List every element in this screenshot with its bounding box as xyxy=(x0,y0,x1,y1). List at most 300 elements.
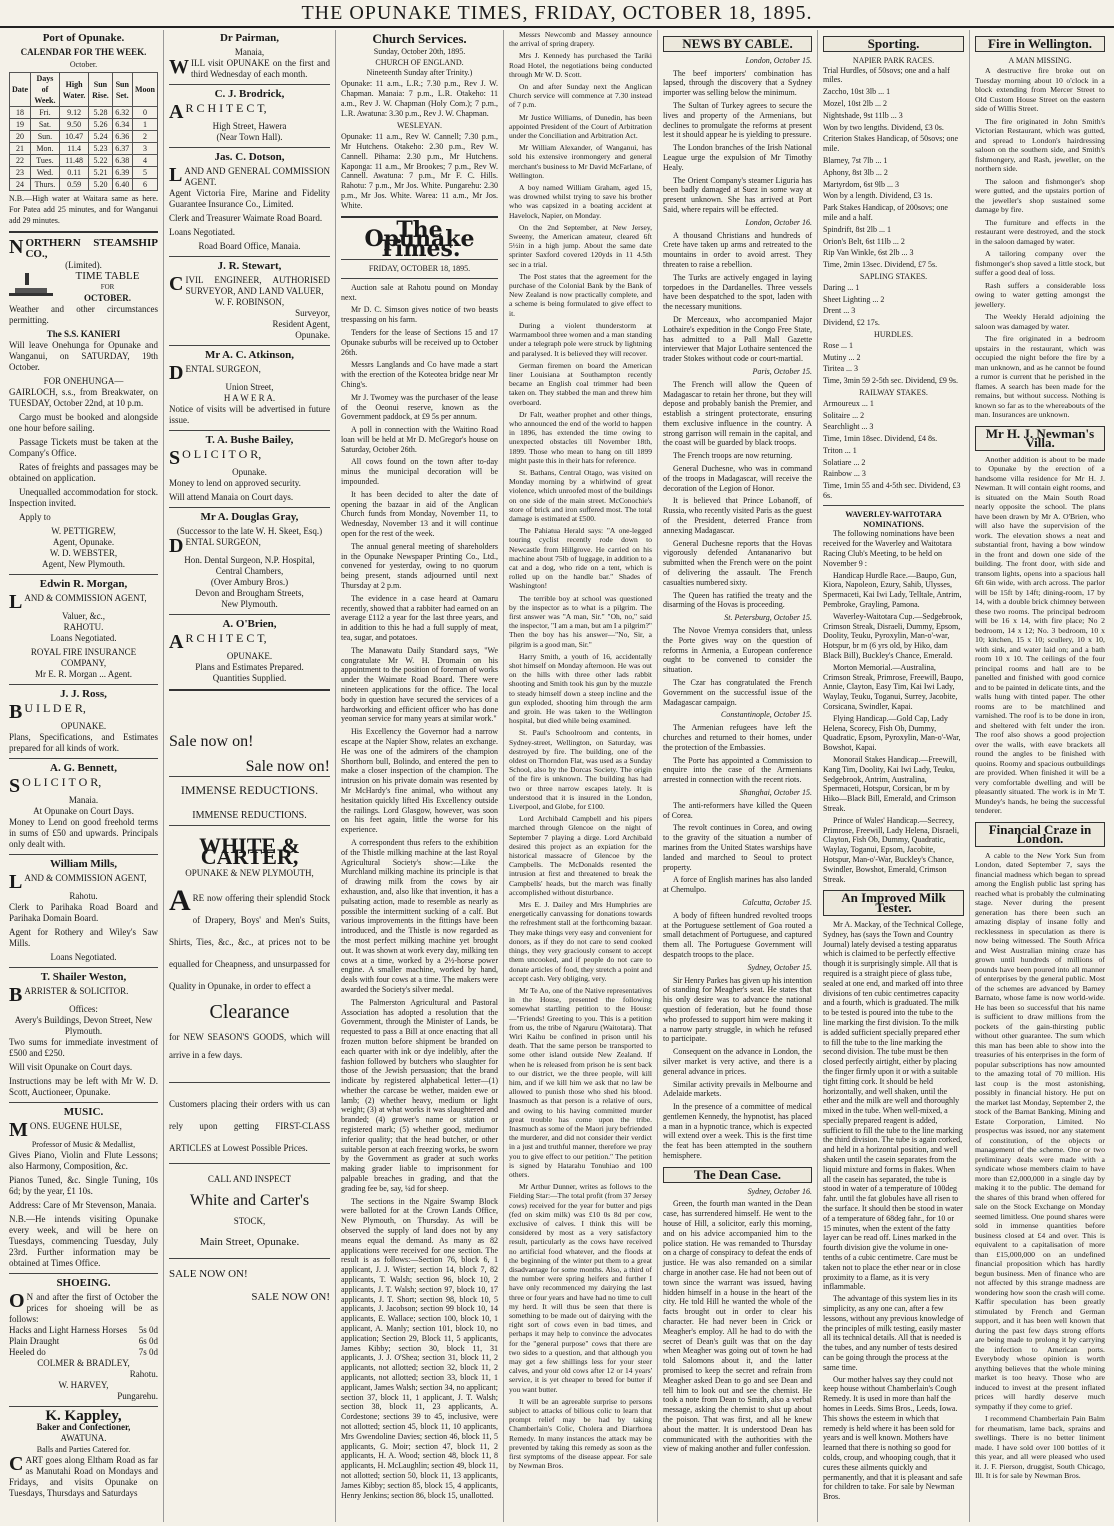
atkinson-address: Union Street, xyxy=(225,382,274,392)
bailey-town: Opunake. xyxy=(232,467,267,477)
music-title: MUSIC. xyxy=(63,1106,104,1118)
pairman-ad xyxy=(169,33,330,80)
divider xyxy=(169,430,330,431)
fire-paragraph: A destructive fire broke out on Tuesday morning about 10 o'clock in a block extending from Mercer Street to Old Custom House Street on the eastern side of Willis Street. xyxy=(975,66,1105,113)
gray-over: (Over Ambury Bros.) xyxy=(210,577,289,587)
cable-paragraph: A force of English marines has also landed at Chemulpo. xyxy=(663,875,812,895)
ross-text: Plans, Specifications, and Estimates prepared for all kinds of work. xyxy=(9,732,158,753)
divider xyxy=(169,147,330,148)
tide-header-cell: Date xyxy=(10,73,31,107)
cable-paragraph: St. Petersburg, October 15. xyxy=(724,613,812,623)
bailey-ad xyxy=(169,435,330,503)
tide-cell: 22 xyxy=(10,155,31,167)
bennett-money: Money to Lend on good freehold terms in sums of £50 and upwards. Principals only dealt with. xyxy=(9,817,158,849)
drop-cap: A xyxy=(169,631,184,653)
drop-cap: W xyxy=(169,56,189,78)
gray-sub: (Successor to the late W. H. Skeet, Esq.) xyxy=(176,526,323,536)
local-news-continued xyxy=(509,30,652,1470)
cable-paragraph: The French will allow the Queen of Madagascar to retain her throne, but they will depose and probably banish the Premier, and establish a stringent protectorate, ensuring them exclusive influence in the country. A strong garrison will remain in the capital, and the coast will be guarded by black troops. xyxy=(663,379,812,448)
divider xyxy=(169,1163,330,1164)
tide-cell: 5.23 xyxy=(89,143,112,155)
cable-paragraph: Constantinople, October 15. xyxy=(720,710,812,720)
news-paragraph: Mr D. C. Simson gives notice of two beasts trespassing on his farm. xyxy=(341,305,498,325)
shoeing-price-row xyxy=(9,1347,158,1358)
ross-town: OPUNAKE. xyxy=(60,721,107,731)
atkinson-town: H A W E R A. xyxy=(223,393,276,403)
dean-case-title: The Dean Case. xyxy=(663,1167,812,1183)
bailey-manaia: Will attend Manaia on Court days. xyxy=(169,492,294,502)
sale-heading-2: Sale now on! xyxy=(245,758,330,775)
obrien-title: R C H I T E C T, xyxy=(185,631,267,645)
tide-cell: 21 xyxy=(10,143,31,155)
divider xyxy=(169,689,330,691)
morgan-title: AND & COMMISSION AGENT, xyxy=(24,593,147,603)
news-paragraph: The Manawatu Daily Standard says, "We congratulate Mr W. H. Dromain on his appointment to the position of foreman of works under the Waimate Road Board. There were nineteen applications for the office. The local body in question have secured the services of a hardworking and efficient officer who has done yeoman service for many years at similar work." xyxy=(341,645,498,724)
kappley-ad xyxy=(9,1408,158,1499)
tide-cell: 11.4 xyxy=(59,143,88,155)
shoeing-ad xyxy=(9,1278,158,1402)
tide-cell: 18 xyxy=(10,107,31,119)
shoeing-item: Heeled do xyxy=(9,1347,46,1357)
news-paragraph: Tenders for the lease of Sections 15 and 17 Opunake suburbs will be received up to October 26th. xyxy=(341,327,498,357)
news-paragraph: A poll in connection with the Waitino Road loan will be held at Mr D. McGregor's house on Saturday, October 26th. xyxy=(341,425,498,454)
dean-paragraph: Sydney, October 16. xyxy=(747,1186,812,1196)
news-paragraph: Mr Te Ao, one of the Native representatives in the House, presented the following somewhat startling petition to the House:—"Friends! Greeting to you. This is a petition from us, the tribe of Ngaruru (Waitotara). That Wiri Kaihu be confined in prison until his death. That the same person be transported to some other island outside New Zealand. If when he is released from prison he is sent back to our district, we the three people, will kill him, and if we kill him we ask that no law be allowed to punish those who shed his blood. Inasmuch as that person is a relative of ours, and owing to his having committed murder great trouble has come upon the tribe. Inasmuch as some of the Maori jury befriended the murderer, and did not consider their verdict in a just and truthful manner, therefore we pray you to give effect to our petition." The petition is signed by Hatarahu Tonuhiao and 100 others. xyxy=(509,985,652,1179)
kappley-cart: ART goes along Eltham Road as far as Manutahi Road on Mondays and Fridays, and visits Opunake on Tuesdays, Thursdays and Saturdays xyxy=(9,1455,158,1498)
stewart-name: J. R. Stewart, xyxy=(217,260,282,272)
cable-paragraph: Calcutta, October 15. xyxy=(742,897,812,907)
drop-cap: B xyxy=(9,701,23,723)
masthead: THE OPUNAKE TIMES, FRIDAY, OCTOBER 18, 1895. xyxy=(0,0,1114,28)
tide-cell: 6.36 xyxy=(112,131,132,143)
cable-paragraph: The French troops are now returning. xyxy=(673,451,793,461)
tide-cell: Sun. xyxy=(31,131,60,143)
news-paragraph: St. Bathans, Central Otago, was visited on Monday morning by a whirlwind of great violence, which unroofed most of the buildings on one side of the main street. McConochie's store of brick and iron suffered most. The total damage is estimated at £500. xyxy=(509,467,652,523)
tide-cell: Fri. xyxy=(31,107,60,119)
paper-title: The Opunake Times. xyxy=(364,216,475,263)
race-line: Mutiny ... 2 xyxy=(823,352,861,362)
tide-cell: 23 xyxy=(10,167,31,179)
news-paragraph: On and after Sunday next the Anglican Church service will commence at 7.30 instead of 7 p.m. xyxy=(509,82,652,110)
shoeing-item: Plain Draught xyxy=(9,1336,60,1346)
news-paragraph: The Pahiatua Herald says: "A one-legged touring cyclist recently rode down to Newcastle from Hillgrove. He carried on his machine about 75lb of luggage, in addition to a cat and a dog, who ride on a tent, which is rolled up on the handle bar." Shades of Washington! xyxy=(509,526,652,591)
news-paragraph: Mr Arthur Dunner, writes as follows to the Fielding Star:—The total profit (from 37 Jersey cows) received for the year for butter and pigs (fed on skim milk) was £10 0s 8d per cow, exclusive of calves. I think this will be considered by most as a very satisfactory result, particularly as the cows have received no artificial food whatever, and the floods at the beginning of the winter put them to a great disadvantage for some months. Also, a third of the number were spring heifers and further I have only recommenced my dairying the last three or four years and have had no time to cull my herd. It will thus be seen that there is something to be made out of dairying with the right sort of cows even in bad times, and perhaps it may help to convince the advocates for the "general purpose" cows that there are two sides to a question, and that although you may get a few shillings less for your steer calves, and your old cows after 12 or 14 years' service, it is yet cheaper to breed for butter if you want butter. xyxy=(509,1182,652,1394)
column-5 xyxy=(658,30,818,1522)
morgan-ad xyxy=(9,579,158,680)
tide-cell: 5.28 xyxy=(89,107,112,119)
news-paragraph: His Excellency the Governor had a narrow escape at the Napier Show, relates an exchange. He was one of the admirers of the champion Shorthorn bull, Bolindo, and entered the pen to make a closer inspection of the champion. The intrusion on his private domain was resented by Mr McHardy's fine animal, who without any hesitation quickly lifted His Excellency outside the railings. Lord Glasgow, however, was soon on his feet again, little the worse for his experience. xyxy=(341,727,498,835)
calendar-title: CALENDAR FOR THE WEEK. xyxy=(20,47,147,57)
shoeing-price-list xyxy=(9,1325,158,1358)
mills-agent: Agent for Rothery and Wiley's Saw Mills. xyxy=(9,927,158,948)
fire-title: Fire in Wellington. xyxy=(975,36,1105,52)
tide-cell: Tues. xyxy=(31,155,60,167)
drop-cap: C xyxy=(9,1453,24,1475)
gray-title: ENTAL SURGEON, xyxy=(185,537,261,547)
stewart-title: IVIL ENGINEER, AUTHORISED SURVEYOR, AND LAND VALUER, xyxy=(185,275,330,296)
white-carter-town: OPUNAKE & NEW PLYMOUTH, xyxy=(185,868,314,878)
nomination-paragraph: Morton Memorial.—Australina, Crimson Streak, Primrose, Freewill, Baupo, Annie, Clayton, Easy Tim, Kai Iwi Lady, Waylay, Teuku, Toganui, Surrey, Jacobite, Corsicana, Swindler, Kapai. xyxy=(823,662,964,712)
pairman-town: Manaia, xyxy=(234,47,265,57)
race-line: Solatiare ... 2 xyxy=(823,457,866,467)
drop-cap: L xyxy=(169,164,183,186)
tide-cell: 5.20 xyxy=(89,179,112,191)
tide-cell: 6.39 xyxy=(112,167,132,179)
waverley-title: WAVERLEY-WAITOTARA NOMINATIONS. xyxy=(845,509,942,529)
fire-paragraph: The saloon and fishmonger's shop were gutted, and the upstairs portion of the jeweller's shop sustained some damage by fire. xyxy=(975,176,1105,214)
divider xyxy=(341,278,498,279)
royal-agent: Mr E. R. Morgan ... Agent. xyxy=(34,669,133,679)
atkinson-name: Mr A. C. Atkinson, xyxy=(204,349,295,361)
steamship-name: ORTHERN STEAMSHIP CO., xyxy=(25,237,158,260)
columns xyxy=(4,30,1110,1522)
news-paragraph: On the 2nd September, at New Jersey, Sweeny, the American amateur, cleared 6ft 5½in in a high jump. About the same date sprinter Saxford covered 120yds in 11 4.5th sec in a trial. xyxy=(509,222,652,269)
morgan-valuer: Valuer, &c., xyxy=(61,611,106,621)
tide-row xyxy=(10,131,158,143)
tide-cell: Thurs. xyxy=(31,179,60,191)
divider xyxy=(169,345,330,346)
gray-chambers: Central Chambers, xyxy=(215,566,284,576)
morgan-loans: Loans Negotiated. xyxy=(50,633,117,643)
fire-sub: A MAN MISSING. xyxy=(1008,55,1072,65)
tide-cell: Wed. xyxy=(31,167,60,179)
morgan-town: RAHOTU. xyxy=(63,622,104,632)
gray-town: New Plymouth. xyxy=(221,599,278,609)
nomination-paragraph: Waverley-Waitotara Cup.—Sedgebrook, Crimson Streak, Disraeli, Dummy, Epsom, Doolity, Teuku, Pyroxylin, Man-o'-war, Hotspur, br m (6 yrs old, by Hiko, dam Black Bill), Buckley's Chance, Emerald. xyxy=(823,611,963,661)
column-6 xyxy=(818,30,970,1522)
divider xyxy=(9,758,158,759)
column-2 xyxy=(164,30,336,1522)
fire-paragraph: The Weekly Herald adjoining the saloon was damaged by water. xyxy=(975,312,1105,331)
kappley-name: K. Kappley, xyxy=(45,1408,122,1424)
cable-paragraph: Dr Merceaux, who accompanied Major Lothaire's expedition in the Congo Free State, has admitted to a Pall Mall Gazette interviewer that Major Lothaire sentenced the trader Stokes without code or court-martial. xyxy=(663,314,812,364)
cable-paragraph: London, October 15. xyxy=(745,55,812,65)
bennett-town: Manaia. xyxy=(68,795,99,805)
race-line: Rip Van Winkle, 6st 2lb ... 3 xyxy=(823,248,914,258)
craze-paragraph: I recommend Chamberlain Pain Balm for rheumatism, lame back, sprains and swellings. There is no better liniment made. I have sold over 100 bottles of it this year, and all were pleased who used it. J. F. Pierson, druggist, South Chicago, Ill. It is for sale by Newman Bros. xyxy=(975,1414,1105,1480)
race-line: Mozel, 10st 2lb ... 2 xyxy=(823,98,887,108)
dotson-office: Road Board Office, Manaia. xyxy=(198,241,301,251)
column-1 xyxy=(4,30,164,1522)
nomination-paragraph: Handicap Hurdle Race.—Baupo, Gun, Kiora, Napoleon, Ezury, Sahib, Ulysses, Spermaceti, Kai Iwi Lady, Telltale, Antrim, Pembroke, Grayling, Pamona. xyxy=(823,570,962,610)
shoeing-price: 5s 0d xyxy=(138,1325,158,1335)
cable-paragraph: The revolt continues in Corea, and owing to the gravity of the situation a number of marines from the United States warships have landed and marched to Seoul to protect property. xyxy=(663,823,812,872)
railway-results xyxy=(823,399,964,444)
tide-header-cell: High Water. xyxy=(59,73,88,107)
hurdles-title: HURDLES. xyxy=(874,329,913,339)
stewart-ad xyxy=(169,261,330,341)
news-paragraph: The annual general meeting of shareholders in the Opunake Newspaper Printing Co., Ltd., convened for yesterday, owing to no quorum being present, stands adjourned until next Thursday at 2 p.m. xyxy=(341,541,498,591)
craze-article xyxy=(975,851,1105,1481)
drop-cap: N xyxy=(9,236,24,258)
gray-ad xyxy=(169,512,330,610)
hulse-sub: Professor of Music & Medallist, xyxy=(31,1140,136,1149)
cable-paragraph: The Turks are actively engaged in laying torpedoes in the Dardanelles. Three vessels have been despatched to the spot, laden with the necessary munitions. xyxy=(663,272,812,312)
divider xyxy=(169,776,330,777)
cable-paragraph: The London branches of the Irish National League urge the expulsion of Mr Timothy Healy. xyxy=(663,143,812,172)
fire-paragraph: The fire originated in a bedroom upstairs in the restaurant, which was occupied the night before the fire by a man unknown, and as he cannot be found a rumor is current that he perished in the flames. A search has been made for the remains, but without success. Nothing is known so far as to the whereabouts of the man. Insurances are unknown. xyxy=(975,334,1105,419)
agent-2-sub: Agent, New Plymouth. xyxy=(42,559,125,569)
tide-cell: 5.22 xyxy=(89,155,112,167)
weston-ad xyxy=(9,972,158,1098)
kanieri-name: The S.S. KANIERI xyxy=(46,329,121,339)
music-ad xyxy=(9,1107,158,1269)
cable-paragraph: Similar activity prevails in Melbourne and Adelaide markets. xyxy=(663,1079,812,1099)
cable-paragraph: Sir Henry Parkes has given up his intention of standing for Meagher's seat. He states that his only desire was to advance the national question of federation, but he found those who professed to support him were making it a narrow party struggle, in which he refused to participate. xyxy=(663,975,812,1044)
news-paragraph: It will be an agreeable surprise to persons subject to attacks of bilious colic to learn that prompt relief may be had by taking Chamberlain's Colic, Cholera and Diarrhoea Remedy. In many instances the attack may be prevented by taking this remedy as soon as the first symptoms of the disease appear. For sale by Newman Bros. xyxy=(509,1396,652,1471)
race-line: Dividend, £2 17s. xyxy=(823,318,880,328)
divider xyxy=(9,231,158,233)
race-line: Drent ... 3 xyxy=(823,306,856,316)
divider xyxy=(169,84,330,85)
craze-title: Financial Craze in London. xyxy=(975,822,1105,847)
news-paragraph: Mr William Alexander, of Wanganui, has sold his extensive ironmongery and general merchant's business to Mr David McFarlane, of Wellington. xyxy=(509,143,652,180)
colmer-town: Rahotu. xyxy=(129,1369,158,1379)
race-line: Nightshade, 9st 11lb ... 3 xyxy=(823,110,903,120)
nomination-paragraph: Prince of Wales' Handicap.—Secrecy, Primrose, Freewill, Lady Helena, Disraeli, Clayton, Fish Ob, Dummy, Quadratic, Waylay, Toganui, Epsom, Jacobite, Hotspur, Man-o'-War, Buckley's Chance, Swindler, Bowshot, Emerald, Crimson Streak. xyxy=(823,815,959,884)
paper-date: FRIDAY, OCTOBER 18, 1895. xyxy=(368,263,471,273)
white-carter-stock-name: White and Carter's xyxy=(189,1192,310,1209)
tide-cell: 24 xyxy=(10,179,31,191)
kappley-town: AWATUNA. xyxy=(60,1433,107,1443)
bailey-money: Money to lend on approved security. xyxy=(169,478,301,488)
october-label: OCTOBER. xyxy=(83,293,132,303)
shoeing-price-row xyxy=(9,1336,158,1347)
tide-cell: 4 xyxy=(132,155,157,167)
brodrick-ad xyxy=(169,89,330,143)
tide-cell: 6.34 xyxy=(112,119,132,131)
for-onehunga: FOR ONEHUNGA— xyxy=(43,376,124,386)
milk-tester-article xyxy=(823,920,964,1502)
fire-paragraph: The fire originated in John Smith's Victorian Restaurant, which was gutted, and spread to London's hairdressing saloon on the southern side, and Smith's fishmongery, and Rash, jeweller, on the northern side. xyxy=(975,116,1105,173)
news-paragraph: The terrible boy at school was questioned by the inspector as to what is a pilgrim. The first answer was "A man, Sir." "Oh, no," said the inspector, "I am a man, but am I a pilgrim?" Then the boy has his answer—"No, Sir, a pilgrim is a good man, Sir." xyxy=(509,593,652,649)
drop-cap: C xyxy=(169,273,184,295)
robinson-agent: Resident Agent, xyxy=(272,319,330,329)
cable-paragraph: The Porte has appointed a Commission to enquire into the case of the Armenians arrested in connection with the recent riots. xyxy=(663,755,812,785)
cable-paragraph: General Duchesne reports that the Hovas vigorously defended Antananarivo but submitted when the French were on the point of delivering the assault. The French casualties numbered sixty. xyxy=(663,538,812,587)
agent-1-sub: Agent, Opunake. xyxy=(52,537,115,547)
fire-article xyxy=(975,66,1105,420)
church-england-sub: Nineteenth Sunday after Trinity.) xyxy=(366,68,473,78)
tide-cell: Mon. xyxy=(31,143,60,155)
race-line: Time, 3min 59 2-5th sec. Dividend, £9 9s. xyxy=(823,376,959,386)
gray-hon: Hon. Dental Surgeon, N.P. Hospital, xyxy=(184,555,315,565)
divider xyxy=(169,507,330,508)
church-england: CHURCH OF ENGLAND. xyxy=(375,57,464,67)
tide-cell: 20 xyxy=(10,131,31,143)
shoeing-item: Hacks and Light Harness Horses xyxy=(9,1325,127,1335)
cable-paragraph: The beef importers' combination has lapsed, through the discovery that a Sydney importer was selling below the minimum. xyxy=(663,68,812,98)
race-line: Criterion Stakes Handicap, of 50sovs; one mile. xyxy=(823,134,959,154)
mills-ad xyxy=(9,859,158,963)
news-paragraph: Harry Smith, a youth of 16, accidentally shot himself on Monday afternoon. He was out on the hills with three other lads rabbit shooting and Smith took his gun by the muzzle to steady himself down a steep incline and the gun exploded, shooting him through the arm and groin. He was taken to the Wellington hospital, but died while being examined. xyxy=(509,651,652,726)
tide-table xyxy=(9,72,158,191)
sapling-title: SAPLING STAKES. xyxy=(859,271,928,281)
cable-news xyxy=(663,56,812,1161)
villa-article xyxy=(975,455,1105,816)
immense-1: IMMENSE REDUCTIONS. xyxy=(180,783,319,797)
cable-paragraph: The Czar has congratulated the French Government on the successful issue of the Madagascar campaign. xyxy=(663,678,812,707)
drop-cap: B xyxy=(9,984,23,1006)
dotson-clerk: Clerk and Treasurer Waimate Road Board. xyxy=(169,213,323,223)
race-line: Sheet Lighting ... 2 xyxy=(823,294,885,304)
race-line: Park Stakes Handicap, of 200sovs; one mile and a half. xyxy=(823,203,948,222)
bennett-title: O L I C I T O R, xyxy=(22,775,102,789)
milk-tester-title: An Improved Milk Tester. xyxy=(823,890,964,916)
pairman-text: ILL visit OPUNAKE on the first and third Wednesday of each month. xyxy=(191,58,330,79)
news-paragraph: Messrs Langlands and Co have made a start with the erection of the Koteotea bridge near Mr Ching's. xyxy=(341,360,498,389)
news-paragraph: Mr J. Twomey was the purchaser of the lease of the Oeonui reserve, known as the Government paddock, at £9 5s per annum. xyxy=(341,392,498,422)
villa-title: Mr H. J. Newman's Villa. xyxy=(975,426,1105,451)
news-paragraph: Mr Justice Williams, of Dunedin, has been appointed President of the Court of Arbitration under the Conciliation and Arbitration Act. xyxy=(509,112,652,141)
weston-court: Will visit Opunake on Court days. xyxy=(9,1062,133,1072)
agent-2: W. D. WEBSTER, xyxy=(49,548,118,558)
race-line: Zaccho, 10st 3lb ... 1 xyxy=(823,87,891,97)
hulse-nb: N.B.—He intends visiting Opunake every week, and will be here on Tuesdays, commencing Tuesday, July 23rd. Further information may be obtained at Times Office. xyxy=(9,1214,158,1268)
tide-row xyxy=(10,107,158,119)
race-results xyxy=(823,66,964,270)
tide-row xyxy=(10,179,158,191)
bennett-name: A. G. Bennett, xyxy=(50,762,117,774)
kappley-balls: Balls and Parties Catered for. xyxy=(36,1445,131,1454)
pairman-name: Dr Pairman, xyxy=(219,32,280,44)
cable-paragraph: The Armenian refugees have left the churches and returned to their homes, under the protection of the Embassies. xyxy=(663,723,812,752)
tide-cell: 5.21 xyxy=(89,167,112,179)
tide-note: N.B.—High water at Waitara same as here. For Patea add 25 minutes, and for Wanganui add 29 minutes. xyxy=(9,194,158,225)
divider xyxy=(9,1102,158,1103)
mills-title: AND & COMMISSION AGENT, xyxy=(24,873,147,883)
local-news xyxy=(341,283,498,1501)
fire-paragraph: A tailoring company over the fishmonger's shop saved a little stock, but suffer a good deal of loss. xyxy=(975,249,1105,277)
robinson: W. F. ROBINSON, xyxy=(214,297,285,307)
weston-title: ARRISTER & SOLICITOR. xyxy=(24,986,129,996)
tide-header-row xyxy=(10,73,158,107)
tide-cell: 6.37 xyxy=(112,143,132,155)
news-paragraph: The sections in the Ngaire Swamp Block were balloted for at the Crown Lands Office, New Plymouth, on Thursday. As will be observed the supply of land does not by any means equal the demand. As many as 82 applications were received for one section. The result is as follows:—Section 76, block 6, 1 applicant, J. J. Wister; section 14, block 7, 82 applicants, T. Walsh; section 96, block 10, 2 applicants, J. T. Walsh; section 97, block 10, 17 applicants, J. T. Short; section 98, block 10, 5 applicants, J. Jacobson; section 99 block 10, 14 applicants, E. Wallace; section 100, block 10, 1 applicant, A. Manly; section 101, block 10, no application; Section 29, Block 11, 5 applicants, James Kibby; section 30, block 11, 31 applicants, J. J. O'Shea; section 31, block 11, 2 applicants, not allotted; section 32, block 11, 2 applicants, not allotted; section 33, block 11, 1 applicant, James Walsh; section 34, no applicant; section 37, block 11, 1 applicant, J. T. Walsh; section 38, block 11, 23 applicants, A. Cordestone; sections 39 to 45, inclusive, were not allotted; section 45, block 11, 10 applicants, Mrs Gwendoline Davies; section 46, block 11, 5 applicants, G. Moir; section 47, block 11, 2 applicants, H. A. Wood; section 48, block 11, 8 applicants, H. McLaughlin; section 49, block 11, not allotted; section 50, block 11, 13 applicants, James Kibby; section 85, block 15, 4 applicants, Henry Jenkins; section 86, block 15, unallotted. xyxy=(341,1196,498,1500)
drop-cap: O xyxy=(9,1290,25,1312)
tide-cell: 6.40 xyxy=(112,179,132,191)
wesleyan-text: Opunake: 11 a.m., Rev W. Cannell; 7.30 p.m., Mr Hutchens. Otakeho: 2.30 p.m., Rev W. Cannell. Pihama: 2.30 p.m., Mr Hutchens. Kaponga: 11 a.m., Mr Brookes; 7 p.m., Rev W. Cannell. Awatuna: 7 p.m., Mr F. C. Hills. Rahotu: 7 p.m., Mr Jos. White. Pungarehu: 2.30 p.m., Mr Jos. White. Warea: 11 a.m., Mr Jos. White. xyxy=(341,132,498,210)
mills-loans: Loans Negotiated. xyxy=(50,952,117,962)
nomination-paragraph: The following nominations have been received for the Waverley and Waitotara Racing Club's Meeting, to be held on November 9 : xyxy=(823,529,955,568)
church-england-text: Opunake: 11 a.m., L.R.; 7.30 p.m., Rev J. W. Chapman. Manaia: 7 p.m., L.R. Otakeho: 11 a.m., Rev J. W. Chapman (Holy Com.); 7 p.m., L.R. Awatuna: 3.30 p.m., Rev J. W. Chapman. xyxy=(341,79,498,118)
gray-devon: Devon and Brougham Streets, xyxy=(195,588,304,598)
divider xyxy=(169,614,330,615)
obrien-name: A. O'Brien, xyxy=(222,618,277,630)
divider xyxy=(9,1406,158,1407)
cable-paragraph: A body of fifteen hundred revolted troops at the Portuguese settlement of Goa routed a small detachment of Portuguese, and captured them all. The Portuguese Government will despatch troops to the place. xyxy=(663,910,812,959)
hulse-address: Address: Care of Mr Stevenson, Manaia. xyxy=(9,1200,157,1210)
calendar-month: October. xyxy=(69,60,98,69)
news-paragraph: A correspondent thus refers to the exhibition of the Thistle milking machine at the last Royal Agricultural Society's show:—Like the Murchland milking machine its principle is that of drawing milk from the cows by air exhaustion, and, also like that invention, it has a pulsating action, made to resemble as nearly as possible the intermittent sucking of a calf. But various improvements in the fittings have been introduced, and the Thistle is now regarded as the most perfect milking machine yet brought out. It was shown at work every day, milking ten cows at a time, worked by a 2½-horse power engine. A smaller machine, worked by hand, deals with four cows at a time. The makers were awarded the Society's silver medal. xyxy=(341,837,498,994)
race-line: Solitaire ... 2 xyxy=(823,410,865,420)
white-carter-ad xyxy=(169,696,330,1303)
sale-now-2: SALE NOW ON! xyxy=(251,1291,330,1303)
sapling-results xyxy=(823,283,964,328)
dean-paragraph: Green, the fourth man wanted in the Dean case, has surrendered himself. He went to the house of Hill, a solicitor, early this morning, and on his advice accompanied him to the police station. He was remanded to Thursday on a charge of conspiracy to defeat the ends of justice. He was also remanded on a similar charge in another case. He had not been out of town since the warrant was issued, having hidden himself in a house in the heart of the city. He told Hill he wanted the whole of the facts brought out in order to clear his character. He had never been in Crick or Meagher's employ. All he had to do with the secret of Dean's guilt was that on the day when Meagher was going out of town he had told Salomons about it, and the latter promised to keep the secret and refrain from Meagher asked Dean to go and see Dean and tell him to look out and see the chemist. He took a note from Dean to Smith, also a verbal message, asking the chemist to shut up about the poison. That was first, and all he knew about the matter. It is understood Dean has communicated with the authorities with the view of making another and fuller confession. xyxy=(663,1199,812,1454)
news-paragraph: St. Paul's Schoolroom and contents, in Sydney-street, Wellington, on Saturday, was destroyed by fire. The building, one of the oldest on Thorndon Flat, was used as a Sunday School, also by the Dorcas Society. The origin of the fire is unknown. The building has had two or three narrow escapes lately. It is understood that it is insured in the London, Liverpool, and Globe, for £100. xyxy=(509,728,652,812)
tide-cell: 2 xyxy=(132,131,157,143)
column-7 xyxy=(970,30,1110,1522)
races-title: NAPIER PARK RACES. xyxy=(852,55,935,65)
cable-paragraph: It is believed that Prince Lobanoff, of Russia, who recently visited Paris as the guest of the President, deterred France from annexing Madagascar. xyxy=(663,496,812,535)
obrien-town: OPUNAKE. xyxy=(226,651,273,661)
cable-paragraph: In the presence of a committee of medical gentlemen Kennedy, the hypnotist, has placed a man in a hypnotic trance, which is expected will extend over a week. This is the first time the feat has been attempted in the southern hemisphere. xyxy=(663,1102,812,1161)
news-paragraph: All cows found on the town after to-day minus the municipal decoration will be impounded. xyxy=(341,457,498,487)
steamship-limited: (Limited). xyxy=(65,260,102,270)
news-paragraph: Dr Falt, weather prophet and other things, who announced the end of the world to happen in 1896, has extended the time owing to unexpected obstacles till November 18th, 1899. Those who mean to hang on till 1899 might paste this in their hats for reference. xyxy=(509,409,652,465)
harvey-town: Pungarehu. xyxy=(117,1391,158,1401)
news-paragraph: The evidence in a case heard at Oamaru recently, showed that a rabbiter had earned on an average £112 a year for the last three years, and in addition to this he had a full supply of meat, tea, sugar, and potatoes. xyxy=(341,593,498,643)
ross-name: J. J. Ross, xyxy=(60,688,107,700)
divider xyxy=(9,967,158,968)
race-line: Time, 2min 13sec. Dividend, £7 5s. xyxy=(823,260,938,270)
news-by-cable-title: NEWS BY CABLE. xyxy=(663,36,812,52)
dotson-name: Jas. C. Dotson, xyxy=(214,151,285,163)
drop-cap: L xyxy=(9,591,23,613)
cable-paragraph: Paris, October 15. xyxy=(752,366,812,376)
news-paragraph: It has been decided to alter the date of opening the bazaar in aid of the Anglican Church funds from Monday, November 11, to Wednesday, November 13 and it will continue open for the rest of the week. xyxy=(341,489,498,539)
dotson-text: Agent Victoria Fire, Marine and Fidelity Guarantee Insurance Co., Limited. xyxy=(169,188,330,209)
nomination-paragraph: Monorail Stakes Handicap.—Freewill, Kang Tim, Doolity, Kai Iwi Lady, Teuku, Sedgebrook, Antrim, Australina, Spermaceti, Hotspur, Corsican, br m by Hiko—Black Bill, Emerald, and Crimson Streak. xyxy=(823,755,957,813)
villa-paragraph: Another addition is about to be made to Opunake by the erection of a handsome villa residence for Mr H. J. Newman. It will contain eight rooms, and is situated on the Main South Road nearly opposite the school. The plans have been drawn by Mr A. O'Brien, who will also have the supervision of the work. The elevation shows a neat and substantial front, having a bow window in the front and down one side of the building. The front door, with side and transom lights, opens into a spacious hall 6ft 6in wide, with arch across. The parlor will be 15ft by 14ft; dining-room, 17 by 14, with a double brick chimney between these two rooms. The principal bedroom will be 16 x 14, with fire place; No 2 bedroom, 14 x 12; No. 3 bedroom, 10 x 10; kitchen, 15 x 10; scullery, 10 x 10, with sink, and water laid on; and a bath room 10 x 10. The ceilings of the four principal rooms and hall are to be panelled and finished with good cornice and to be painted in delicate tints, and the walls hung with tinted paper. The other rooms are to be matchlined and varnished. The roof is to be done in iron, and sheltered with felt under the iron. The roof also shows a good projection over the walls, with eave brackets all round the angles to be finished with quoins. Roomy and spacious outbuildings are provided. When finished it will be a very comfortable dwelling and will be pleasantly situated. The work is in Mr T. Mundey's hands, he being the successful tenderer. xyxy=(975,454,1105,815)
milk-paragraph: Our mother halves say they could not keep house without Chamberlain's Cough Remedy. It is used in more than half the homes in Leeds. Sims Bros., Leeds, Iowa. This shows the esteem in which that remedy is held where it has been sold for years and is well known. Mothers have learned that there is nothing so good for colds, croup, and whooping cough, that it cures these ailments quickly and permanently, and that it is pleasant and safe for children to take. For sale by Newman Bros. xyxy=(823,1374,963,1502)
tide-cell: 6.38 xyxy=(112,155,132,167)
tide-cell: 9.50 xyxy=(59,119,88,131)
stock-label: STOCK, xyxy=(233,1216,266,1226)
cable-paragraph: Sydney, October 15. xyxy=(747,962,812,972)
for-label: FOR xyxy=(100,283,115,291)
railway-title: RAILWAY STAKES. xyxy=(859,387,928,397)
cargo-note: Cargo must be booked and alongside one hour before sailing. xyxy=(9,412,158,433)
milk-paragraph: The advantage of this system lies in its simplicity, as any one can, after a few lessons, without any previous knowledge of the principles of milk testing, easily master all its technical details. All that is needed is the tubes, and any number of tests desired can be going through the process at the same time. xyxy=(823,1294,964,1372)
sale-now-1: SALE NOW ON! xyxy=(169,1268,248,1280)
shoeing-price: 7s 0d xyxy=(138,1347,158,1357)
main-street: Main Street, Opunake. xyxy=(199,1236,300,1248)
cable-paragraph: Consequent on the advance in London, the silver market is very active, and there is a general advance in prices. xyxy=(663,1047,812,1076)
dotson-title: AND AND GENERAL COMMISSION AGENT. xyxy=(184,166,330,187)
morgan-name: Edwin R. Morgan, xyxy=(39,578,128,590)
race-line: Time, 1min 18sec. Dividend, £4 8s. xyxy=(823,434,938,444)
bailey-name: T. A. Bushe Bailey, xyxy=(205,434,294,446)
clearance-heading: Clearance xyxy=(209,1001,290,1023)
drop-cap: D xyxy=(169,535,184,557)
race-line: Martyrdom, 6st 9lb ... 3 xyxy=(823,179,899,189)
mills-name: William Mills, xyxy=(49,858,118,870)
tide-cell: 5.26 xyxy=(89,119,112,131)
news-paragraph: A boy named William Graham, aged 15, was drowned whilst trying to save his brother who was capsized in a boating accident at Havelock, Napier, on Monday. xyxy=(509,183,652,220)
waverley-nominations xyxy=(823,529,964,884)
timetable-label: TIME TABLE xyxy=(75,270,140,282)
tide-row xyxy=(10,119,158,131)
gray-name: Mr A. Douglas Gray, xyxy=(200,511,299,523)
race-line: Time, 1min 55 and 4-5th sec. Dividend, £3 6s. xyxy=(823,481,961,501)
race-line: Tiritea ... 3 xyxy=(823,364,859,374)
obrien-plans: Plans and Estimates Prepared. xyxy=(195,662,304,672)
mills-town: Rahotu. xyxy=(69,891,98,901)
harvey: W. HARVEY, xyxy=(58,1380,109,1390)
tide-cell: 1 xyxy=(132,119,157,131)
brodrick-near: (Near Town Hall). xyxy=(216,132,283,142)
wesleyan-heading: WESLEYAN. xyxy=(396,121,443,131)
hulse-name: ONS. EUGENE HULSE, xyxy=(29,1121,122,1131)
race-line: Won by a length. Dividend, £3 1s. xyxy=(823,191,933,201)
obrien-qty: Quantities Supplied. xyxy=(212,673,287,683)
race-line: Daring ... 1 xyxy=(823,282,860,292)
tide-cell: 0.59 xyxy=(59,179,88,191)
cable-paragraph: A thousand Christians and hundreds of Crete have taken up arms and retreated to the mountains in order to avoid arrest. They threaten to raise a rebellion. xyxy=(663,230,812,269)
news-paragraph: German firemen on board the American liner Louisiana at Southampton recently became an English coal trimmer had been taken on. They stabbed the man and threw him overboard. xyxy=(509,360,652,407)
